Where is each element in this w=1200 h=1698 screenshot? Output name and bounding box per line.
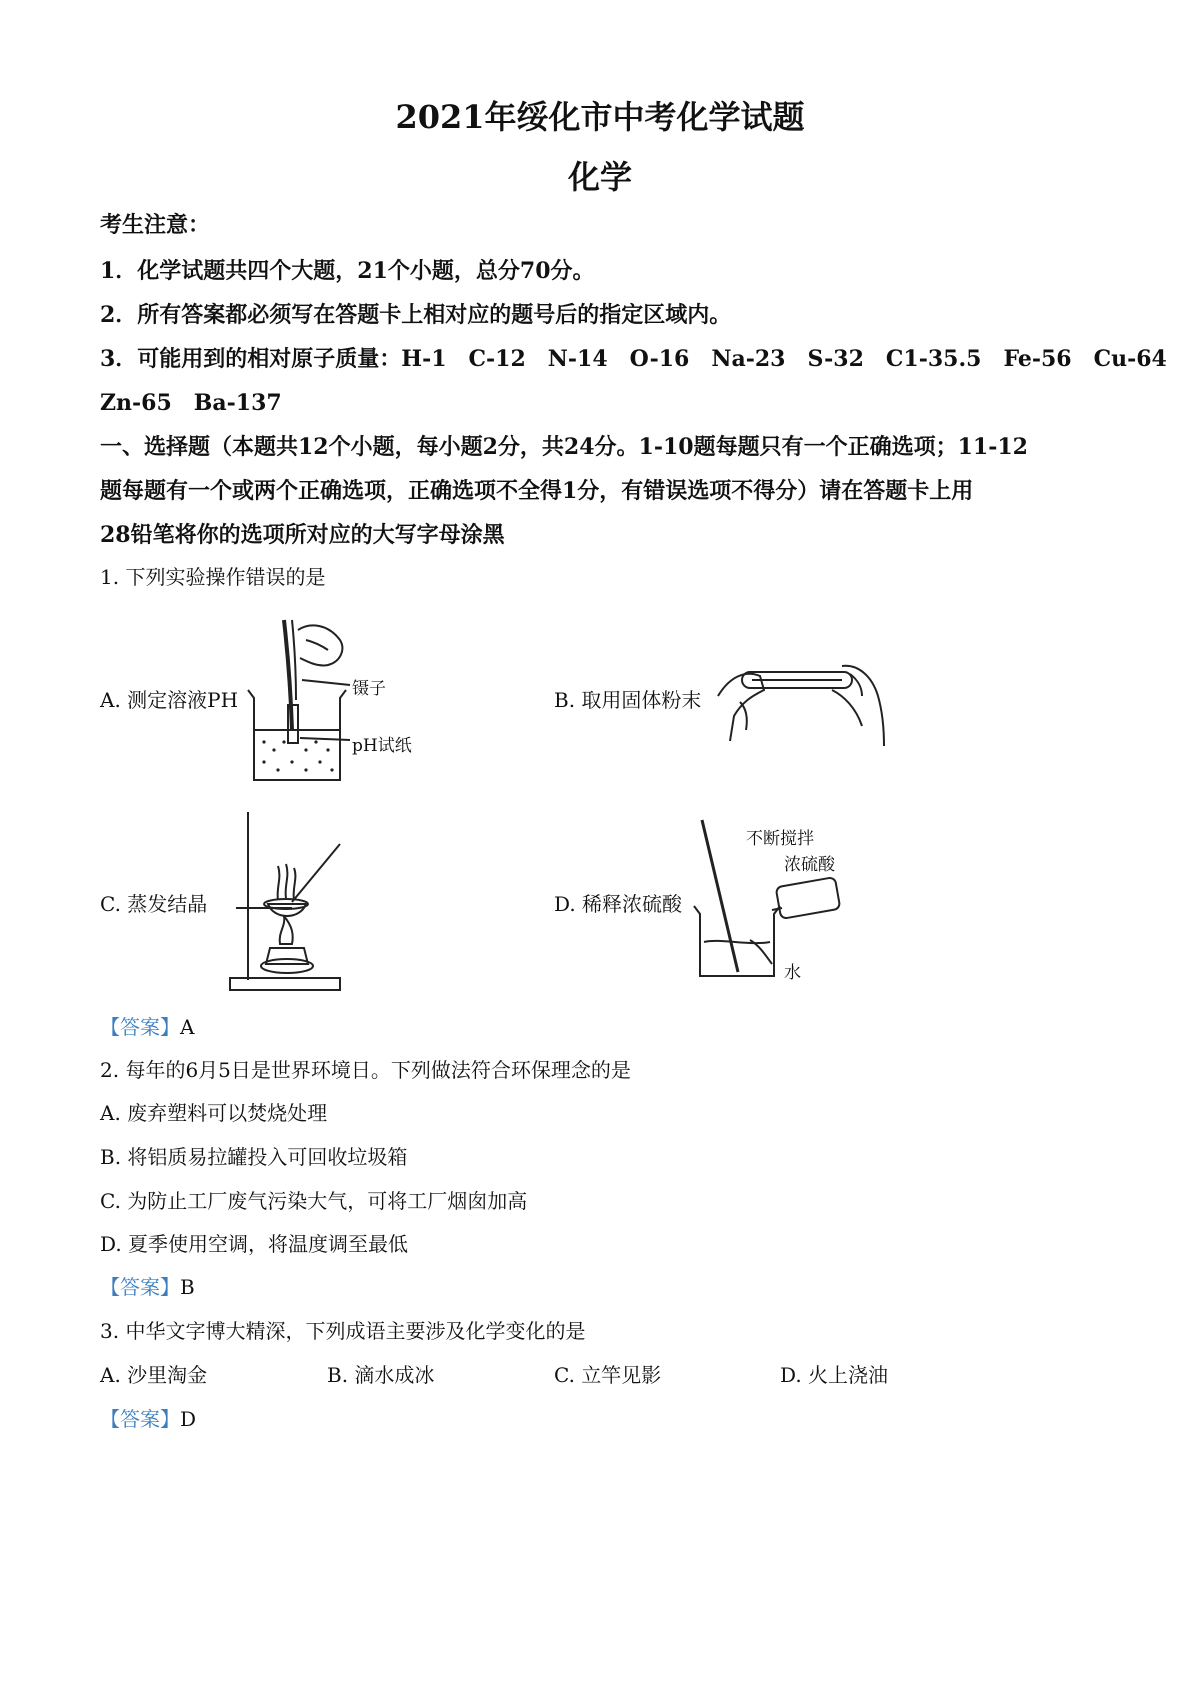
answer-tag: 【答案】 — [100, 1275, 180, 1299]
q3-option-c: C. 立竿见影 — [554, 1363, 662, 1387]
section-line-2: 题每题有一个或两个正确选项，正确选项不全得1分，有错误选项不得分）请在答题卡上用 — [100, 478, 974, 504]
q3-option-d: D. 火上浇油 — [780, 1363, 889, 1387]
figure-solid-powder — [712, 656, 892, 756]
label-tweezers: 镊子 — [352, 679, 386, 699]
label-water: 水 — [784, 963, 801, 983]
q3-answer — [100, 1403, 196, 1432]
q1-answer-value: A — [180, 1015, 195, 1039]
q1-stem: 1. 下列实验操作错误的是 — [100, 565, 326, 589]
q3-option-b: B. 滴水成冰 — [327, 1363, 435, 1387]
q2-option-d: D. 夏季使用空调，将温度调至最低 — [100, 1232, 409, 1256]
q2-option-b: B. 将铝质易拉罐投入可回收垃圾箱 — [100, 1145, 408, 1169]
section-line-1: 一、选择题（本题共12个小题，每小题2分，共24分。1-10题每题只有一个正确选项；11-12 — [100, 434, 1028, 460]
q2-option-c: C. 为防止工厂废气污染大气，可将工厂烟囱加高 — [100, 1189, 528, 1213]
page-subtitle: 化学 — [567, 158, 632, 196]
section-line-3: 28铅笔将你的选项所对应的大写字母涂黑 — [100, 522, 505, 548]
q2-option-a: A. 废弃塑料可以焚烧处理 — [100, 1101, 328, 1125]
q1-option-b: B. 取用固体粉末 — [554, 688, 702, 712]
label-acid: 浓硫酸 — [784, 855, 835, 875]
notice-item-3: 3．可能用到的相对原子质量：H-1 C-12 N-14 O-16 Na-23 S-32 C1-35.5 Fe-56 Cu-64 — [100, 346, 1167, 372]
q1-option-d: D. 稀释浓硫酸 — [554, 892, 683, 916]
notice-item-1: 1．化学试题共四个大题，21个小题，总分70分。 — [100, 258, 595, 284]
q3-stem: 3. 中华文字博大精深，下列成语主要涉及化学变化的是 — [100, 1319, 586, 1343]
label-ph-paper: pH试纸 — [352, 736, 412, 756]
q3-option-a: A. 沙里淘金 — [100, 1363, 208, 1387]
q1-option-c: C. 蒸发结晶 — [100, 892, 208, 916]
notice-heading: 考生注意： — [100, 212, 211, 238]
answer-tag: 【答案】 — [100, 1407, 180, 1431]
notice-item-2: 2．所有答案都必须写在答题卡上相对应的题号后的指定区域内。 — [100, 302, 732, 328]
notice-item-3-cont: Zn-65 Ba-137 — [100, 390, 282, 416]
figure-ph-test — [240, 610, 420, 785]
q1-option-a: A. 测定溶液PH — [100, 688, 239, 712]
q2-stem: 2. 每年的6月5日是世界环境日。下列做法符合环保理念的是 — [100, 1058, 631, 1082]
q3-answer-value: D — [180, 1407, 197, 1431]
q2-answer — [100, 1271, 195, 1300]
figure-evaporation — [222, 808, 347, 993]
page-title: 2021年绥化市中考化学试题 — [395, 98, 805, 136]
label-stir: 不断搅拌 — [746, 829, 814, 849]
q2-answer-value: B — [180, 1275, 195, 1299]
answer-tag: 【答案】 — [100, 1015, 180, 1039]
q1-answer — [100, 1011, 194, 1040]
